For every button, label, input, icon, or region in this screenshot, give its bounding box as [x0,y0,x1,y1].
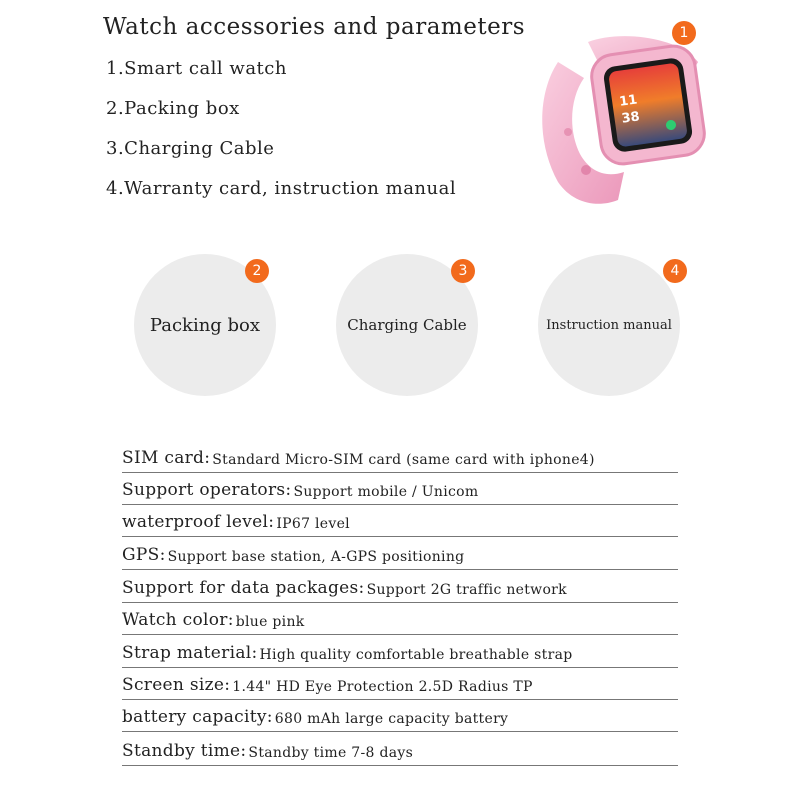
spec-row [122,603,678,635]
spec-row [122,732,678,766]
watch-minute: 38 [620,109,641,127]
spec-value: 1.44" HD Eye Protection 2.5D Radius TP [232,679,533,695]
spec-row [122,443,678,473]
accessory-list [106,58,456,218]
spec-row [122,700,678,732]
page-title: Watch accessories and parameters [103,14,525,40]
spec-value: Standard Micro-SIM card (same card with iphone4) [212,452,595,468]
accessory-item: 1.Smart call watch [106,58,287,79]
watch-hour: 11 [618,92,639,110]
spec-row [122,505,678,537]
badge-2: 2 [245,259,269,283]
accessory-circle-instruction-manual [538,254,680,396]
badge-1: 1 [672,21,696,45]
spec-key: Watch color: [122,610,234,630]
smart-watch-image [528,22,718,212]
spec-key: Support operators: [122,480,292,500]
spec-value: Standby time 7-8 days [248,745,414,761]
spec-key: GPS: [122,545,166,565]
circle-label: Charging Cable [347,316,467,334]
accessory-item: 3.Charging Cable [106,138,275,159]
spec-value: blue pink [235,614,305,630]
spec-row [122,668,678,700]
spec-key: Support for data packages: [122,578,365,598]
spec-row [122,635,678,668]
spec-row [122,473,678,505]
spec-value: Support base station, A-GPS positioning [167,549,465,565]
accessory-item: 4.Warranty card, instruction manual [106,178,457,199]
circle-label: Instruction manual [546,317,672,333]
badge-4: 4 [663,259,687,283]
spec-table [122,443,678,766]
spec-key: battery capacity: [122,707,273,727]
spec-value: High quality comfortable breathable strap [259,647,573,663]
spec-key: Strap material: [122,643,258,663]
circle-label: Packing box [149,314,261,336]
badge-3: 3 [451,259,475,283]
spec-key: Screen size: [122,675,231,695]
spec-row [122,570,678,603]
spec-key: SIM card: [122,448,211,468]
accessory-item: 2.Packing box [106,98,240,119]
spec-key: waterproof level: [122,512,275,532]
spec-value: Support 2G traffic network [366,582,567,598]
spec-value: 680 mAh large capacity battery [274,711,509,727]
spec-value: IP67 level [276,516,350,532]
spec-value: Support mobile / Unicom [293,484,479,500]
spec-key: Standby time: [122,741,247,761]
spec-row [122,537,678,570]
